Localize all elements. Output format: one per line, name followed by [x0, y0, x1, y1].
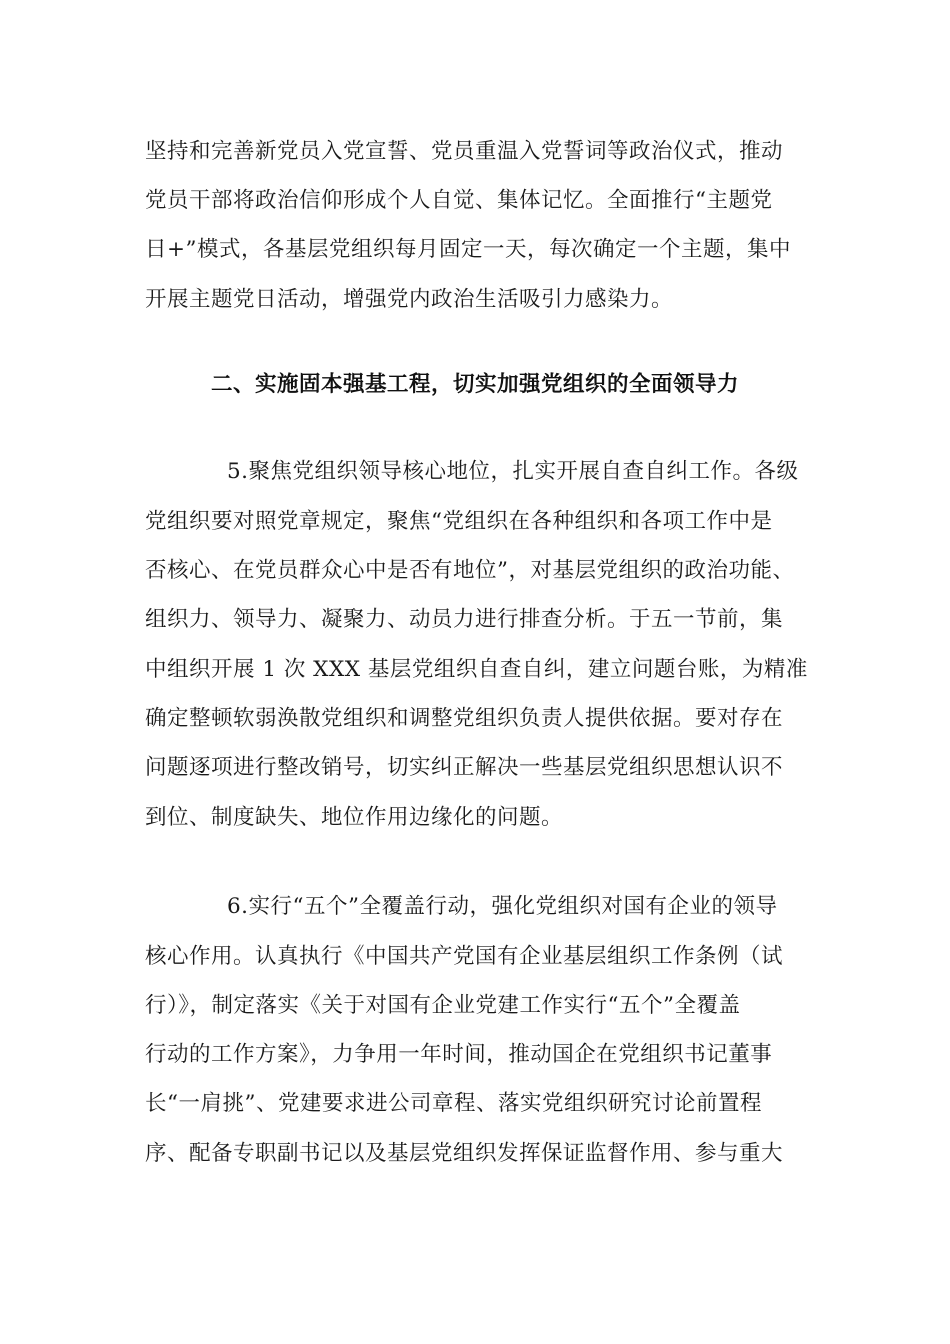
paragraph-line: 5.聚焦党组织领导核心地位，扎实开展自查自纠工作。各级 — [227, 459, 799, 484]
paragraph-line: 确定整顿软弱涣散党组织和调整党组织负责人提供依据。要对存在 — [145, 706, 784, 731]
paragraph-line: 党员干部将政治信仰形成个人自觉、集体记忆。全面推行“主题党 — [145, 188, 773, 213]
paragraph-line: 6.实行“五个”全覆盖行动，强化党组织对国有企业的领导 — [227, 894, 778, 919]
paragraph-line: 核心作用。认真执行《中国共产党国有企业基层组织工作条例（试 — [145, 944, 784, 969]
paragraph-line: 否核心、在党员群众心中是否有地位”，对基层党组织的政治功能、 — [145, 558, 795, 583]
paragraph-line: 长“一肩挑”、党建要求进公司章程、落实党组织研究讨论前置程 — [145, 1091, 762, 1116]
paragraph-line: 行）》，制定落实《关于对国有企业党建工作实行“五个”全覆盖 — [145, 993, 741, 1018]
paragraph-line: 到位、制度缺失、地位作用边缘化的问题。 — [145, 805, 564, 830]
paragraph-line: 行动的工作方案》，力争用一年时间，推动国企在党组织书记董事 — [145, 1042, 773, 1067]
paragraph-line: 日+”模式，各基层党组织每月固定一天，每次确定一个主题，集中 — [145, 237, 792, 262]
paragraph-line: 党组织要对照党章规定，聚焦“党组织在各种组织和各项工作中是 — [145, 509, 773, 534]
paragraph-line: 组织力、领导力、凝聚力、动员力进行排查分析。于五一节前，集 — [145, 607, 784, 632]
section-heading: 二、实施固本强基工程，切实加强党组织的全面领导力 — [210, 372, 739, 397]
paragraph-line: 问题逐项进行整改销号，切实纠正解决一些基层党组织思想认识不 — [145, 755, 784, 780]
paragraph-line: 开展主题党日活动，增强党内政治生活吸引力感染力。 — [145, 287, 674, 312]
paragraph-line: 序、配备专职副书记以及基层党组织发挥保证监督作用、参与重大 — [145, 1141, 784, 1166]
paragraph-line: 中组织开展 1 次 XXX 基层党组织自查自纠，建立问题台账，为精准 — [145, 657, 808, 682]
paragraph-line: 坚持和完善新党员入党宣誓、党员重温入党誓词等政治仪式，推动 — [145, 139, 784, 164]
